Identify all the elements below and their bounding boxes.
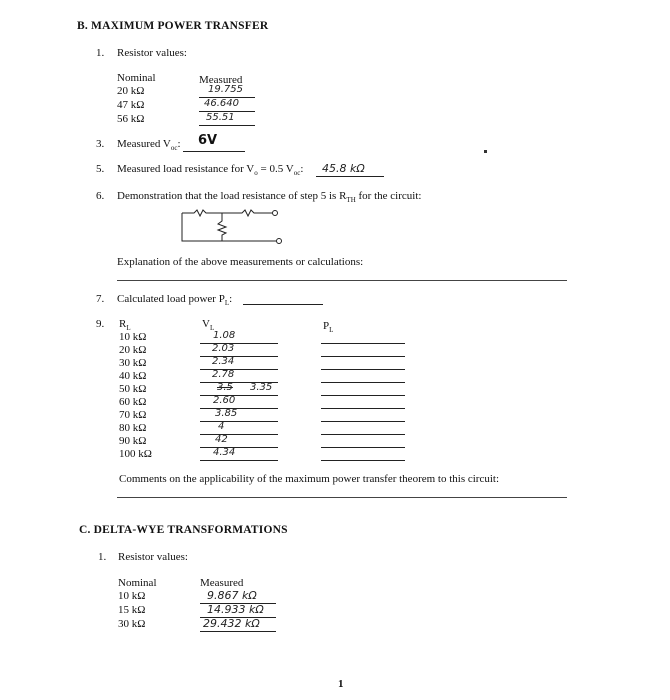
b-item7-label: Calculated load power $P_L$:: [117, 293, 233, 308]
b-item9-pl-line-0: [321, 343, 405, 344]
b-item9-vl-4: 3.35: [250, 382, 273, 393]
b-comments-label: Comments on the applicability of the maximum power transfer theorem to this circuit:: [119, 473, 500, 485]
b-item9-vl-struck-4: 3.5: [217, 382, 233, 393]
c-table-line-2: [200, 631, 276, 632]
b-explanation-label: Explanation of the above measurements or calculations:: [117, 256, 364, 268]
b-item9-vl-9: 4.34: [213, 447, 236, 458]
b-item9-pl-line-1: [321, 356, 405, 357]
b-table-line-2: [199, 125, 255, 126]
b-item6-num: 6.: [96, 190, 105, 202]
b-item7-line: [243, 304, 323, 305]
c-table-measured-0: 9.867 kΩ: [207, 589, 257, 602]
b-comments-line: [117, 497, 567, 498]
b-item9-rl-7: 80 kΩ: [119, 422, 147, 434]
b-item9-rl-0: 10 kΩ: [119, 331, 147, 343]
b-item1-label: Resistor values:: [117, 47, 187, 59]
b-item9-vl-1: 2.03: [212, 343, 235, 354]
b-item9-vl-line-8: [200, 447, 278, 448]
b-table-col-nominal: Nominal: [117, 72, 156, 84]
b-item5-label: Measured load resistance for $V_o = 0.5$ $V_{oc}$:: [117, 163, 304, 178]
b-item7-num: 7.: [96, 293, 105, 305]
b-item9-vl-line-4: [200, 395, 278, 396]
b-item9-vl-line-5: [200, 408, 278, 409]
b-table-measured-1: 46.640: [204, 98, 239, 109]
b-item9-pl-line-2: [321, 369, 405, 370]
b-item9-pl-line-9: [321, 460, 405, 461]
b-item9-col-rl: $R_L$: [119, 318, 131, 333]
b-table-nominal-1: 47 kΩ: [117, 99, 145, 111]
b-item9-vl-line-6: [200, 421, 278, 422]
c-table-measured-1: 14.933 kΩ: [207, 603, 264, 616]
b-item9-pl-line-5: [321, 408, 405, 409]
b-item9-vl-6: 3.85: [215, 408, 238, 419]
b-item9-vl-8: 42: [215, 434, 228, 445]
b-item9-rl-4: 50 kΩ: [119, 383, 147, 395]
page-number: 1: [338, 678, 344, 690]
b-item9-vl-5: 2.60: [213, 395, 236, 406]
b-item9-rl-8: 90 kΩ: [119, 435, 147, 447]
b-item1-num: 1.: [96, 47, 105, 59]
b-item9-pl-line-6: [321, 421, 405, 422]
b-item6-label: Demonstration that the load resistance of step 5 is $R_{TH}$ for the circuit:: [117, 190, 422, 205]
b-explanation-line: [117, 280, 567, 281]
b-item5-num: 5.: [96, 163, 105, 175]
b-item9-vl-line-9: [200, 460, 278, 461]
b-item9-vl-line-7: [200, 434, 278, 435]
c-table-nominal-1: 15 kΩ: [118, 604, 146, 616]
c-table-measured-2: 29.432 kΩ: [203, 617, 260, 630]
b-item3-num: 3.: [96, 138, 105, 150]
b-item9-vl-2: 2.34: [212, 356, 235, 367]
b-table-measured-0: 19.755: [208, 84, 243, 95]
stray-mark: [484, 150, 487, 153]
b-table-measured-2: 55.51: [206, 112, 235, 123]
b-table-nominal-0: 20 kΩ: [117, 85, 145, 97]
b-table-col-measured: Measured: [199, 74, 243, 86]
b-item9-rl-1: 20 kΩ: [119, 344, 147, 356]
c-table-col-measured: Measured: [200, 577, 244, 589]
section-c-title: C. DELTA-WYE TRANSFORMATIONS: [79, 524, 288, 536]
b-item9-rl-9: 100 kΩ: [119, 448, 152, 460]
c-table-nominal-2: 30 kΩ: [118, 618, 146, 630]
b-item3-value: 6V: [198, 133, 218, 148]
b-item9-pl-line-3: [321, 382, 405, 383]
b-item9-pl-line-7: [321, 434, 405, 435]
b-item9-num: 9.: [96, 318, 105, 330]
b-item9-vl-7: 4: [218, 421, 225, 432]
b-item9-rl-5: 60 kΩ: [119, 396, 147, 408]
b-item9-rl-6: 70 kΩ: [119, 409, 147, 421]
c-table-nominal-0: 10 kΩ: [118, 590, 146, 602]
b-item9-vl-3: 2.78: [212, 369, 235, 380]
c-item1-num: 1.: [98, 551, 107, 563]
b-item3-line: [183, 151, 245, 152]
b-item9-pl-line-4: [321, 395, 405, 396]
c-item1-label: Resistor values:: [118, 551, 188, 563]
b-table-nominal-2: 56 kΩ: [117, 113, 145, 125]
b-item9-vl-0: 1.08: [213, 330, 236, 341]
b-item9-rl-2: 30 kΩ: [119, 357, 147, 369]
circuit-sketch-icon: [176, 207, 290, 247]
b-item5-value: 45.8 kΩ: [322, 162, 365, 175]
b-item9-col-vl: $V_L$: [202, 318, 215, 333]
b-item3-label: Measured $V_{oc}$:: [117, 138, 181, 153]
c-table-col-nominal: Nominal: [118, 577, 157, 589]
section-b-title: B. MAXIMUM POWER TRANSFER: [77, 20, 269, 32]
b-item9-pl-line-8: [321, 447, 405, 448]
b-item9-col-pl: $P_L$: [323, 320, 334, 335]
b-item9-rl-3: 40 kΩ: [119, 370, 147, 382]
b-item5-line: [316, 176, 384, 177]
